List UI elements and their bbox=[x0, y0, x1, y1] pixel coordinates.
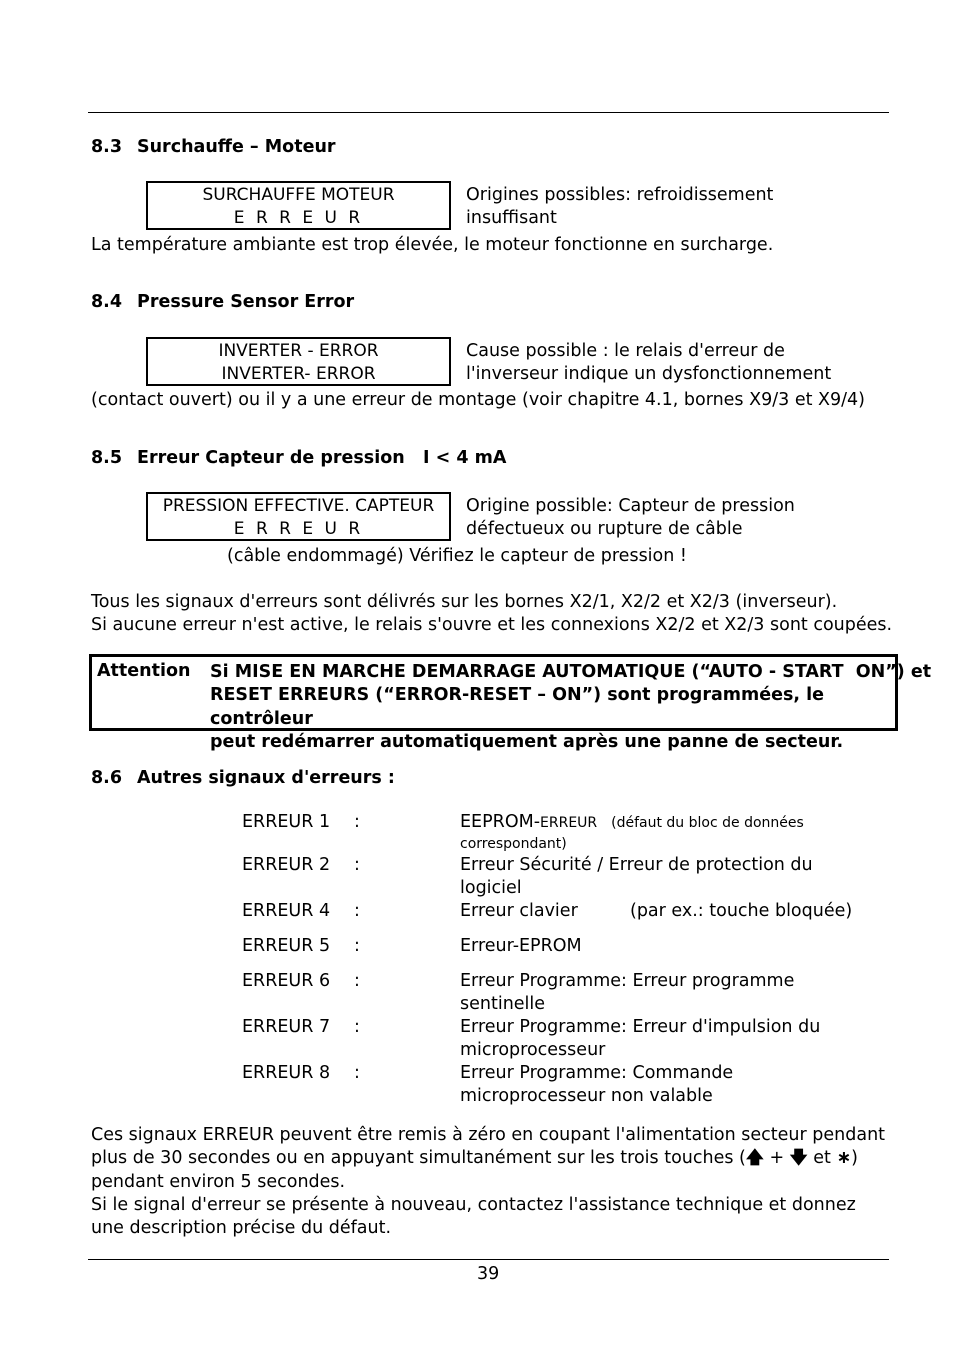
error-line-1: Erreur clavier bbox=[460, 901, 578, 921]
error-line-1: Erreur-EPROM bbox=[460, 936, 582, 956]
cause-line-2: l'inverseur indique un dysfonctionnement bbox=[466, 364, 832, 384]
section-title: Surchauffe – Moteur bbox=[137, 137, 336, 157]
signals-line-1: Tous les signaux d'erreurs sont délivrés sur les bornes X2/1, X2/2 et X2/3 (inverseur). bbox=[91, 592, 838, 612]
body-surchauffe: La température ambiante est trop élevée, le moteur fonctionne en surcharge. bbox=[91, 235, 774, 255]
error-code: ERREUR 6 bbox=[242, 971, 331, 991]
error-separator: : bbox=[354, 901, 360, 921]
display-line-2: E R R E U R bbox=[233, 519, 364, 539]
section-number: 8.6 bbox=[91, 768, 123, 788]
display-line-1: SURCHAUFFE MOTEUR bbox=[202, 185, 395, 205]
display-line-2: E R R E U R bbox=[233, 208, 364, 228]
et-text: et bbox=[807, 1148, 837, 1169]
error-line-1: Erreur Programme: Commande bbox=[460, 1063, 734, 1083]
section-number: 8.5 bbox=[91, 448, 123, 468]
error-line-1: Erreur Sécurité / Erreur de protection du bbox=[460, 855, 813, 875]
error-main-small: ERREUR bbox=[540, 815, 598, 831]
reset-line-4: Si le signal d'erreur se présente à nouveau, contactez l'assistance technique et donnez bbox=[91, 1194, 856, 1215]
error-line-2: microprocesseur non valable bbox=[460, 1086, 713, 1106]
attention-label: Attention bbox=[97, 661, 191, 681]
page-number: 39 bbox=[477, 1264, 500, 1284]
error-description bbox=[460, 1016, 860, 1062]
error-separator: : bbox=[354, 1063, 360, 1083]
attention-text bbox=[210, 661, 932, 754]
section-number: 8.4 bbox=[91, 292, 123, 312]
cause-text-surchauffe bbox=[466, 184, 773, 230]
section-8-5-heading bbox=[91, 448, 506, 468]
display-box-inverter bbox=[146, 337, 451, 386]
error-code: ERREUR 8 bbox=[242, 1063, 331, 1083]
error-separator: : bbox=[354, 1017, 360, 1037]
error-extra: (par ex.: touche bloquée) bbox=[630, 901, 853, 921]
error-description bbox=[460, 970, 860, 1016]
error-description bbox=[460, 854, 860, 900]
reset-line-1: Ces signaux ERREUR peuvent être remis à zéro en coupant l'alimentation secteur pendant bbox=[91, 1125, 886, 1145]
attention-line-1: Si MISE EN MARCHE DEMARRAGE AUTOMATIQUE (“AUTO - START ON”) et bbox=[210, 662, 932, 682]
reset-paragraph bbox=[91, 1124, 885, 1240]
error-separator: : bbox=[354, 936, 360, 956]
error-code: ERREUR 7 bbox=[242, 1017, 331, 1037]
section-8-3-heading bbox=[91, 137, 336, 157]
error-code: ERREUR 4 bbox=[242, 901, 331, 921]
attention-line-2: RESET ERREURS (“ERROR-RESET – ON”) sont programmées, le contrôleur bbox=[210, 685, 824, 729]
attention-line-3: peut redémarrer automatiquement après une panne de secteur. bbox=[210, 731, 844, 752]
error-separator: : bbox=[354, 812, 360, 832]
arrow-down-icon: 🡇 bbox=[789, 1148, 808, 1169]
asterisk-icon: ∗ bbox=[836, 1148, 852, 1169]
error-line-2: microprocesseur bbox=[460, 1040, 606, 1060]
error-line-2: logiciel bbox=[460, 878, 522, 898]
footer-rule bbox=[88, 1259, 889, 1260]
section-title: Pressure Sensor Error bbox=[137, 292, 355, 312]
error-line-1: Erreur Programme: Erreur programme bbox=[460, 971, 795, 991]
error-line-1: Erreur Programme: Erreur d'impulsion du bbox=[460, 1017, 821, 1037]
error-note-2: correspondant) bbox=[460, 836, 567, 852]
error-separator: : bbox=[354, 971, 360, 991]
cause-line-1: Cause possible : le relais d'erreur de bbox=[466, 341, 785, 361]
cause-text-inverter bbox=[466, 340, 831, 386]
attention-box bbox=[89, 654, 932, 752]
section-8-6-heading bbox=[91, 768, 395, 788]
section-title: Autres signaux d'erreurs : bbox=[137, 768, 395, 788]
section-8-4-heading bbox=[91, 292, 354, 312]
body-pression: (câble endommagé) Vérifiez le capteur de pression ! bbox=[227, 546, 687, 566]
error-main: EEPROM- bbox=[460, 812, 541, 832]
reset-line-2-text: plus de 30 secondes ou en appuyant simultanément sur les trois touches ( bbox=[91, 1148, 746, 1169]
display-line-2: INVERTER- ERROR bbox=[221, 364, 376, 384]
error-description bbox=[460, 812, 860, 854]
display-box-surchauffe bbox=[146, 181, 451, 230]
display-line-1: INVERTER - ERROR bbox=[218, 341, 379, 361]
cause-line-2: insuffisant bbox=[466, 208, 557, 228]
display-box-pression bbox=[146, 492, 451, 541]
body-inverter: (contact ouvert) ou il y a une erreur de montage (voir chapitre 4.1, bornes X9/3 et X9/4) bbox=[91, 390, 865, 410]
reset-line-3: pendant environ 5 secondes. bbox=[91, 1171, 346, 1192]
error-separator: : bbox=[354, 855, 360, 875]
section-number: 8.3 bbox=[91, 137, 123, 157]
signals-line-2: Si aucune erreur n'est active, le relais s'ouvre et les connexions X2/2 et X2/3 sont coupées. bbox=[91, 615, 893, 635]
close-paren: ) bbox=[851, 1148, 858, 1169]
error-code: ERREUR 2 bbox=[242, 855, 331, 875]
error-description bbox=[460, 1062, 860, 1108]
cause-text-pression bbox=[466, 495, 795, 541]
plus-text: + bbox=[763, 1148, 790, 1169]
cause-line-1: Origines possibles: refroidissement bbox=[466, 185, 774, 205]
arrow-up-icon: 🡅 bbox=[745, 1148, 764, 1169]
header-rule bbox=[88, 112, 889, 113]
display-line-1: PRESSION EFFECTIVE. CAPTEUR bbox=[162, 496, 435, 516]
cause-line-2: défectueux ou rupture de câble bbox=[466, 519, 743, 539]
cause-line-1: Origine possible: Capteur de pression bbox=[466, 496, 795, 516]
reset-line-2 bbox=[91, 1147, 885, 1170]
error-note: (défaut du bloc de données bbox=[611, 815, 804, 831]
section-title: Erreur Capteur de pression I < 4 mA bbox=[137, 448, 507, 468]
error-code: ERREUR 1 bbox=[242, 812, 331, 832]
error-code: ERREUR 5 bbox=[242, 936, 331, 956]
error-description bbox=[460, 935, 860, 958]
error-line-2: sentinelle bbox=[460, 994, 546, 1014]
reset-line-5: une description précise du défaut. bbox=[91, 1218, 392, 1239]
